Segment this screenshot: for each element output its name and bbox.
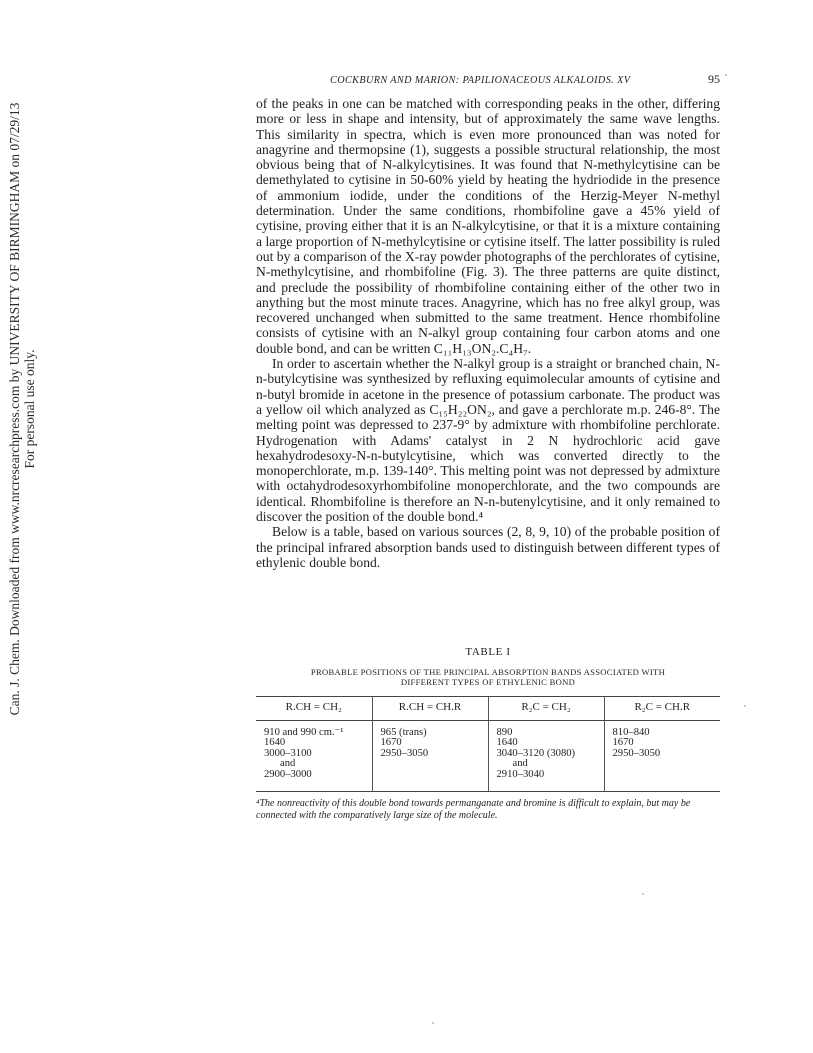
running-head xyxy=(256,72,720,87)
cell-value: 1640 xyxy=(496,737,518,749)
table-caption xyxy=(256,667,720,687)
column-header: R₂C = CH.R xyxy=(604,697,720,721)
cell-value: 1640 xyxy=(264,737,286,749)
table-cell xyxy=(488,720,604,791)
cell-value: 890 xyxy=(496,726,513,738)
paragraph: of the peaks in one can be matched with corresponding peaks in the other, differing more or less in shape and intensity, but of approximately the same wave lengths. This similarity in spectra, which is even more pronounced than was noted for anagyrine and thermopsine (1), suggests a possible structural relationship, the most obvious being that of N-alkylcytisines. It was found that N-methylcytisine can be demethylated to cytisine in 50-60% yield by heating the hydriodide in the presence of ammonium iodide, under the conditions of the Herzig-Meyer N-methyl determination. Under the same conditions, rhombifoline gave a 45% yield of cytisine, proving either that it is an N-alkylcytisine, or that it is a mixture containing a large proportion of N-methylcytisine or cytisine itself. The latter possibility is ruled out by a comparison of the X-ray powder photographs of the perchlorates of cytisine, N-methylcytisine, and rhombifoline (Fig. 3). The three patterns are quite distinct, and preclude the possibility of rhombifoline containing either of the other two in anything but the most minute traces. Anagyrine, which has no free alkyl group, was recovered unchanged when submitted to the same treatment. Hence rhombifoline consists of cytisine with an N-alkyl group containing four carbon atoms and one double bond, and can be written C₁₁H₁₃ON₂.C₄H₇. xyxy=(256,96,720,356)
cell-value: and xyxy=(512,758,528,770)
download-watermark-text xyxy=(7,103,37,716)
paragraph: In order to ascertain whether the N-alkyl group is a straight or branched chain, N-n-butylcytisine was synthesized by refluxing equimolecular amounts of cytisine and n-butyl bromide in acetone in the presence of potassium carbonate. The product was a yellow oil which analyzed as C₁₅H₂₂ON₂, and gave a perchlorate m.p. 246-8°. The melting point was depressed to 237-9° by admixture with rhombifoline perchlorate. Hydrogenation with Adams' catalyst in 2 N hydrochloric acid gave hexahydrodesoxy-N-n-butylcytisine, which was converted directly to the monoperchlorate, m.p. 139-140°. This melting point was not depressed by admixture with octahydrodesoxyrhombifoline monoperchlorate, and the two compounds are identical. Rhombifoline is therefore an N-n-butenylcytisine, and it only remained to discover the position of the double bond.⁴ xyxy=(256,356,720,525)
table-caption-line-2: DIFFERENT TYPES OF ETHYLENIC BOND xyxy=(400,677,576,687)
cell-value: 3040–3120 (3080) xyxy=(496,747,576,759)
table-caption-line-1: PROBABLE POSITIONS OF THE PRINCIPAL ABSORPTION BANDS ASSOCIATED WITH xyxy=(310,667,666,677)
watermark-line-2: For personal use only. xyxy=(22,349,37,469)
scan-speck xyxy=(725,74,727,76)
table-block xyxy=(256,646,720,792)
cell-value: 3000–3100 xyxy=(264,747,312,759)
cell-value: 810–840 xyxy=(612,726,650,738)
page-number: 95 xyxy=(708,72,720,86)
cell-value: 2950–3050 xyxy=(380,747,429,759)
cell-value: 965 (trans) xyxy=(380,726,427,738)
paragraph: Below is a table, based on various sources (2, 8, 9, 10) of the probable position of the principal infrared absorption bands used to distinguish between different types of ethylenic double bond. xyxy=(256,524,720,570)
column-header: R₂C = CH₂ xyxy=(488,697,604,721)
download-watermark xyxy=(0,64,44,754)
column-header: R.CH = CH.R xyxy=(372,697,488,721)
article-body xyxy=(256,96,720,570)
table-label: TABLE I xyxy=(465,646,511,658)
running-title: COCKBURN AND MARION: PAPILIONACEOUS ALKALOIDS. XV xyxy=(330,75,631,86)
table-cell xyxy=(604,720,720,791)
scan-speck xyxy=(642,893,644,895)
cell-value: 1670 xyxy=(612,737,634,749)
table-cell xyxy=(372,720,488,791)
cell-value: 910 and 990 cm.⁻¹ xyxy=(264,726,344,738)
cell-value: 2900–3000 xyxy=(264,768,312,780)
scan-speck xyxy=(744,705,746,707)
cell-value: 2950–3050 xyxy=(612,747,661,759)
column-header: R.CH = CH₂ xyxy=(256,697,372,721)
watermark-line-1: Can. J. Chem. Downloaded from www.nrcresearchpress.com by UNIVERSITY OF BIRMINGHAM on 07/29/13 xyxy=(7,102,22,716)
cell-value: and xyxy=(280,758,296,770)
cell-value: 1670 xyxy=(380,737,402,749)
table-cell xyxy=(256,720,372,791)
table-header-row xyxy=(256,697,720,721)
footnote: ⁴The nonreactivity of this double bond towards permanganate and bromine is difficult to explain, but may be connected with the comparatively large size of the molecule. xyxy=(256,798,691,821)
absorption-bands-table xyxy=(256,696,720,792)
table-row xyxy=(256,720,720,791)
cell-value: 2910–3040 xyxy=(496,768,545,780)
scan-speck xyxy=(432,1022,434,1024)
